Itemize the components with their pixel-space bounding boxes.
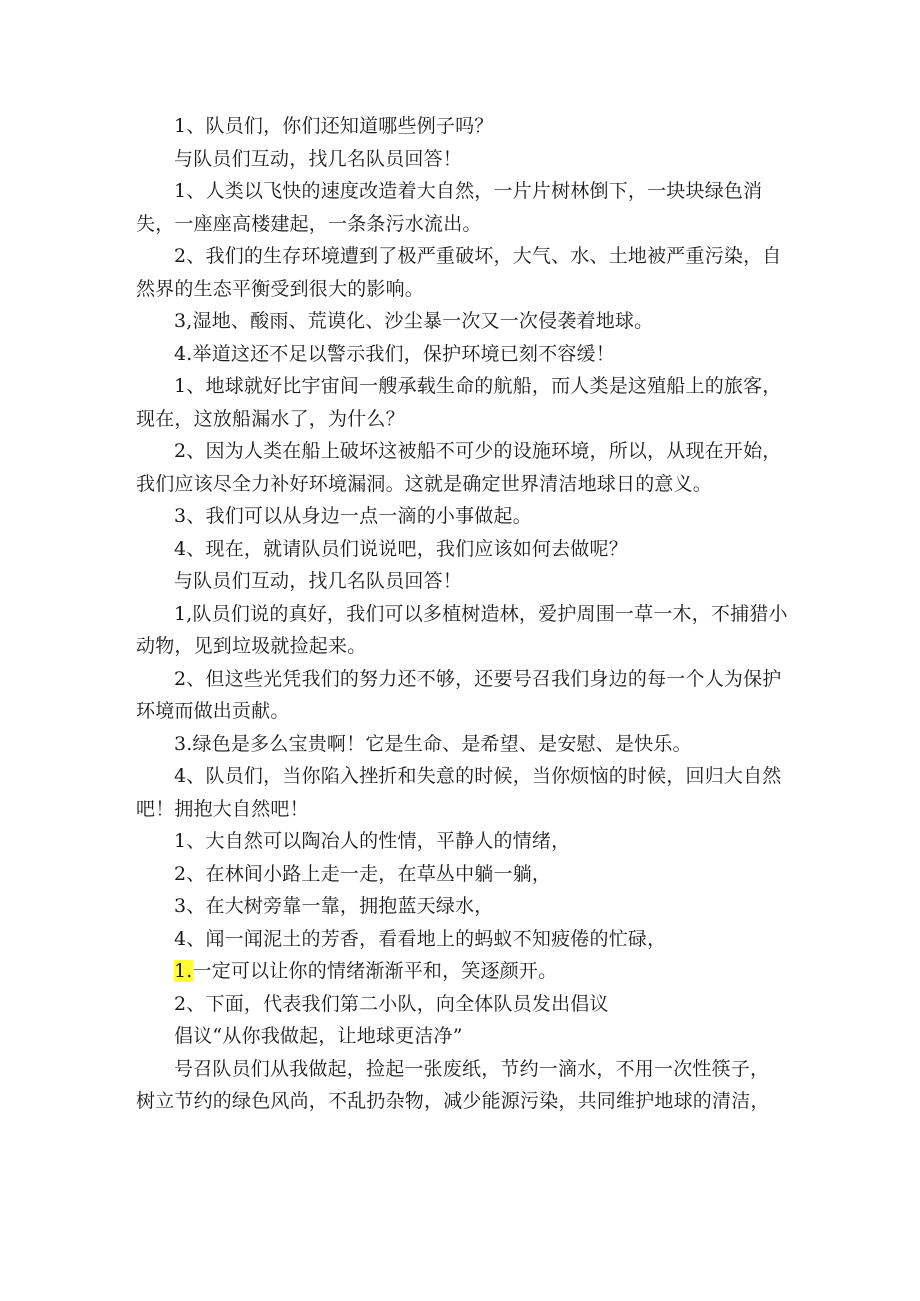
paragraph: 1、地球就好比宇宙间一艘承载生命的航船，而人类是这殖船上的旅客，现在，这放船漏水了，为什么？ <box>136 375 782 430</box>
paragraph: 3、在大树旁靠一靠，拥抱蓝天绿水， <box>174 895 494 917</box>
paragraph: 与队员们互动，找几名队员回答！ <box>174 570 463 592</box>
paragraph: 2、但这些光凭我们的努力还不够，还要号召我们身边的每一个人为保护环境而做出贡献。 <box>136 667 782 722</box>
paragraph: 3,湿地、酸雨、荒谟化、沙尘暴一次又一次侵袭着地球。 <box>174 310 654 332</box>
highlighted-list-marker: 1. <box>174 960 193 982</box>
paragraph: 4、现在，就请队员们说说吧，我们应该如何去做呢？ <box>174 537 628 560</box>
highlighted-paragraph <box>136 955 788 988</box>
paragraph: 2、下面，代表我们第二小队，向全体队员发出倡议 <box>174 992 609 1015</box>
paragraph: 号召队员们从我做起，捡起一张废纸，节约一滴水，不用一次性筷子，树立节约的绿色风尚，不乱扔杂物，减少能源污染，共同维护地球的清洁， <box>136 1057 770 1112</box>
paragraph: 倡议“从你我做起，让地球更洁净” <box>174 1025 463 1047</box>
paragraph: 4、队员们，当你陷入挫折和失意的时候，当你烦恼的时候，回归大自然吧！拥抱大自然吧！ <box>136 765 782 820</box>
document-body <box>136 110 788 1118</box>
paragraph: 2、我们的生存环境遭到了极严重破坏，大气、水、土地被严重污染，自然界的生态平衡受到很大的影响。 <box>136 245 782 300</box>
highlighted-paragraph-text: 一定可以让你的情绪渐渐平和，笑逐颜开。 <box>192 960 558 982</box>
paragraph: 1、队员们，你们还知道哪些例子吗？ <box>174 115 494 137</box>
paragraph: 3、我们可以从身边一点一滴的小事做起。 <box>174 505 532 527</box>
paragraph: 2、因为人类在船上破坏这被船不可少的设施环境，所以，从现在开始，我们应该尽全力补好环境漏洞。这就是确定世界清洁地球日的意义。 <box>136 440 782 495</box>
paragraph: 4.举道这还不足以警示我们，保护环境已刻不容缓！ <box>174 342 615 365</box>
paragraph: 3.绿色是多么宝贵啊！它是生命、是希望、是安慰、是快乐。 <box>174 732 692 755</box>
paragraph: 与队员们互动，找几名队员回答！ <box>174 147 463 170</box>
paragraph: 1,队员们说的真好，我们可以多植树造林，爱护周围一草一木，不捕猎小动物，见到垃圾就捡起来。 <box>136 602 788 657</box>
paragraph: 1、大自然可以陶冶人的性情，平静人的情绪， <box>174 830 571 852</box>
paragraph: 4、闻一闻泥土的芳香，看看地上的蚂蚁不知疲倦的忙碌， <box>174 927 667 950</box>
paragraph: 2、在林间小路上走一走，在草丛中躺一躺， <box>174 862 552 885</box>
paragraph: 1、人类以飞快的速度改造着大自然，一片片树林倒下，一块块绿色消失，一座座高楼建起，一条条污水流出。 <box>136 180 763 235</box>
